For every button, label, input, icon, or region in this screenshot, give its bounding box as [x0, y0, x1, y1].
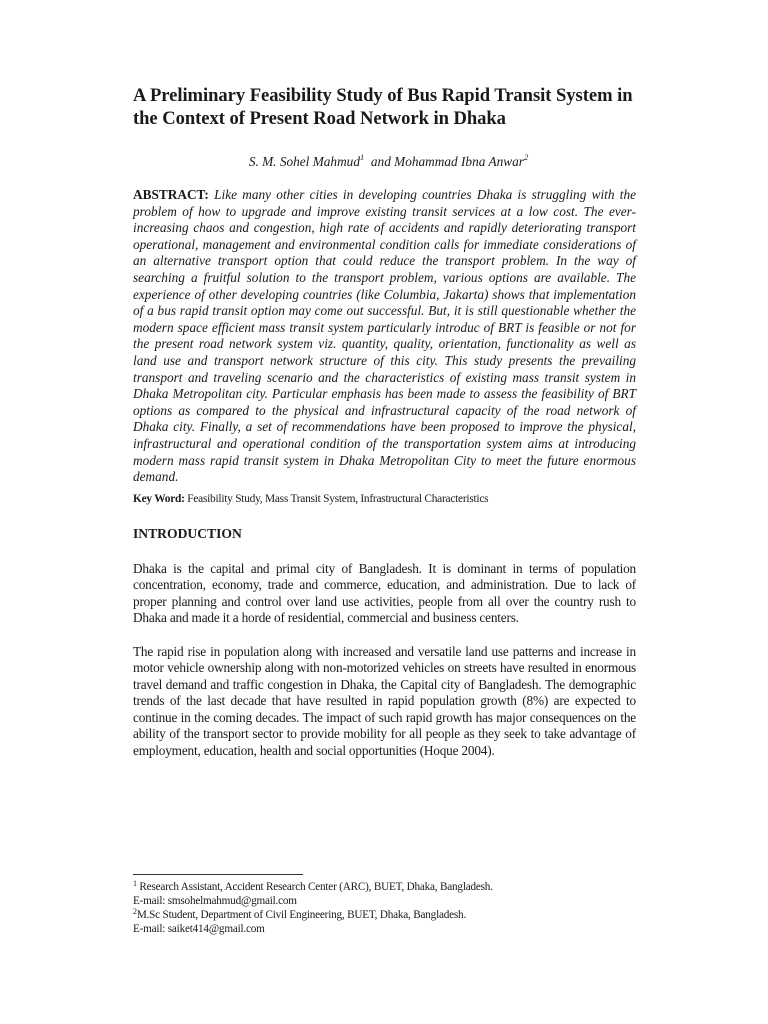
footnote-1-affiliation: Research Assistant, Accident Research Center (ARC), BUET, Dhaka, Bangladesh.: [139, 881, 493, 893]
introduction-heading: INTRODUCTION: [133, 525, 242, 541]
author-2-name: and Mohammad Ibna Anwar: [370, 154, 524, 169]
footnote-2: [133, 908, 636, 922]
footnote-1-email: E-mail: smsohelmahmud@gmail.com: [133, 895, 297, 907]
introduction-paragraph-1: Dhaka is the capital and primal city of Bangladesh. It is dominant in terms of population concentration, economy, trade and commerce, education, and administration. Due to lack of proper planning and control over land use activities, people from all over the country rush to Dhaka and made it a horde of residential, commercial and business centers.: [133, 560, 636, 626]
paper-page: [133, 84, 636, 772]
author-1-footnote-mark: 1: [359, 152, 365, 162]
author-2-footnote-mark: 2: [523, 152, 529, 162]
footnote-2-mark: 2: [133, 907, 137, 916]
abstract: [133, 187, 636, 486]
footnote-2-affiliation: M.Sc Student, Department of Civil Engineering, BUET, Dhaka, Bangladesh.: [136, 909, 467, 921]
abstract-label: ABSTRACT:: [133, 187, 209, 202]
paper-title: A Preliminary Feasibility Study of Bus Rapid Transit System in the Context of Present Road Network in Dhaka: [133, 85, 633, 129]
keywords: [133, 492, 636, 506]
author-1-name: S. M. Sohel Mahmud: [248, 154, 360, 169]
footnote-divider: [133, 874, 303, 875]
footnote-1: [133, 880, 636, 894]
keywords-label: Key Word:: [133, 492, 185, 505]
author-line: [133, 153, 636, 171]
footnotes: [133, 880, 636, 936]
abstract-text: Like many other cities in developing countries Dhaka is struggling with the problem of how to upgrade and improve existing transit services at a low cost. The ever-increasing chaos and congestion, high rate of accidents and rapidly deteriorating transport operational, management and environmental condition calls for immediate considerations of an alternative transport option that could reduce the transport problem. In the way of searching a fruitful solution to the transport problem, various options are available. The experience of other developing countries (like Columbia, Jakarta) shows that implementation of a bus rapid transit option may come out successful. But, it is still questionable whether the modern space efficient mass transit system particularly introduc of BRT is feasible or not for the present road network system viz. quantity, quality, orientation, functionality as well as land use and transport network structure of this city. This study presents the prevailing transport and traveling scenario and the characteristics of existing mass transit system in Dhaka Metropolitan city. Particular emphasis has been made to assess the feasibility of BRT options as compared to the physical and infrastructural capacity of the road network of Dhaka city. Finally, a set of recommendations have been proposed to improve the physical, infrastructural and operational condition of the transportation system aims at introducing modern mass rapid transit system in Dhaka Metropolitan City to meet the future enormous demand.: [133, 187, 636, 485]
footnote-2-email: E-mail: saiket414@gmail.com: [133, 923, 265, 935]
footnote-1-mark: 1: [133, 879, 137, 888]
introduction-paragraph-2: The rapid rise in population along with increased and versatile land use patterns and increase in motor vehicle ownership along with non-motorized vehicles on streets have resulted in enormous travel demand and traffic congestion in Dhaka, the Capital city of Bangladesh. The demographic trends of the last decade that have resulted in rapid population growth (8%) are expected to continue in the coming decades. The impact of such rapid growth has major consequences on the ability of the transport sector to provide mobility for all people as they seek to take advantage of employment, education, health and social opportunities (Hoque 2004).: [133, 643, 636, 758]
keywords-text: Feasibility Study, Mass Transit System, Infrastructural Characteristics: [187, 492, 489, 505]
